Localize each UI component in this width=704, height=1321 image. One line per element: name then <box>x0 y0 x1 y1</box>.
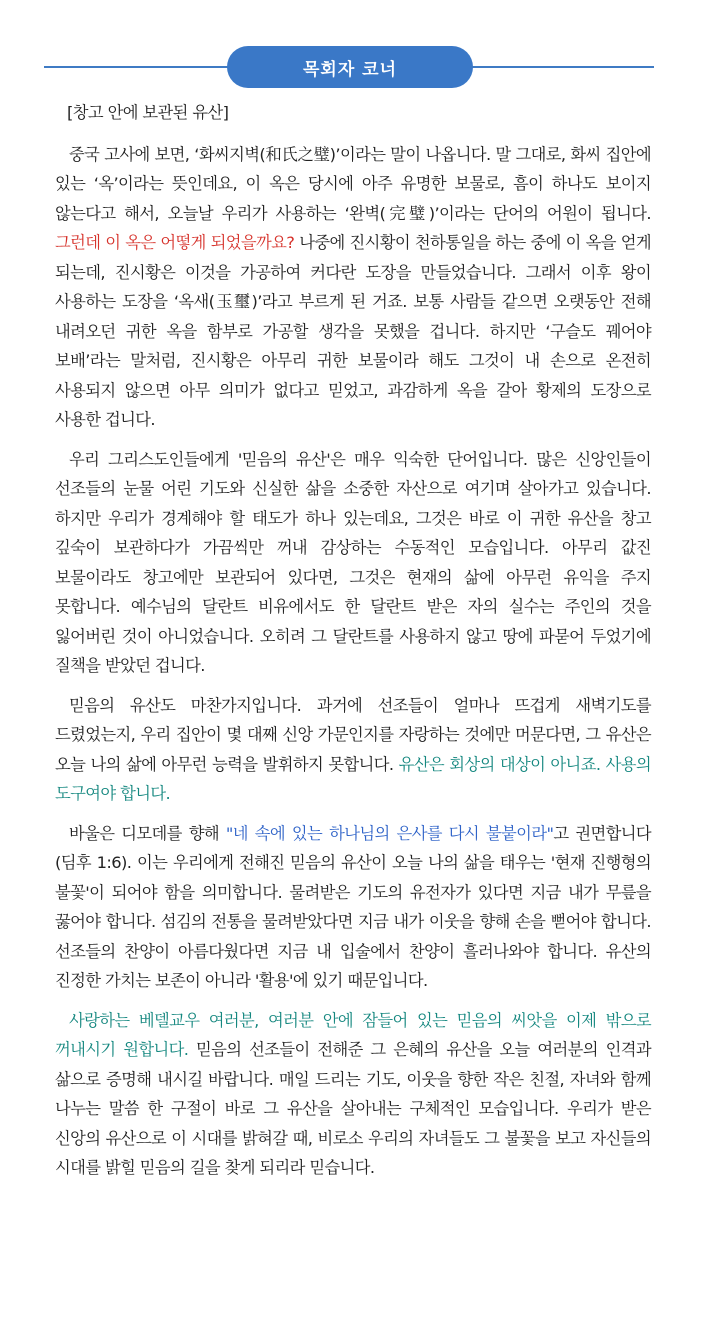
paragraph-5-highlight-teal: 사랑하는 베델교우 여러분, 여러분 안에 잠들어 있는 믿음의 씨앗을 이제 밖으로 꺼내시기 원합니다. <box>55 1010 651 1059</box>
paragraph-3 <box>55 691 651 809</box>
paragraph-1 <box>55 140 651 435</box>
paragraph-5-text-a: 믿음의 선조들이 전해준 그 은혜의 유산을 오늘 여러분의 인격과 삶으로 증명해 내시길 바랍니다. 매일 드리는 기도, 이웃을 향한 작은 친절, 자녀와 함께 나누는 말씀 한 구절이 바로 그 유산을 살아내는 구체적인 모습입니다. 우리가 받은 신앙의 유산으로 이 시대를 밝혀갈 때, 비로소 우리의 자녀들도 그 불꽃을 보고 자신들의 시대를 밝힐 믿음의 길을 찾게 되리라 믿습니다. <box>55 1040 651 1177</box>
paragraph-1-text-a: 중국 고사에 보면, ‘화씨지벽(和氏之璧)’이라는 말이 나옵니다. 말 그대로, 화씨 집안에 있는 ‘옥’이라는 뜻인데요, 이 옥은 당시에 아주 유명한 보물로, 흠이 하나도 보이지 않는다고 해서, 오늘날 우리가 사용하는 ‘완벽(完璧)’이라는 단어의 어원이 됩니다. <box>55 144 651 223</box>
paragraph-4-text-a: 바울은 디모데를 향해 <box>69 823 226 843</box>
paragraph-4 <box>55 819 651 996</box>
paragraph-2: 우리 그리스도인들에게 '믿음의 유산'은 매우 익숙한 단어입니다. 많은 신앙인들이 선조들의 눈물 어린 기도와 신실한 삶을 소중한 자산으로 여기며 살아가고 있습니다. 하지만 우리가 경계해야 할 태도가 하나 있는데요, 그것은 바로 이 귀한 유산을 창고 깊숙이 보관하다가 가끔씩만 꺼내 감상하는 수동적인 모습입니다. 아무리 값진 보물이라도 창고에만 보관되어 있다면, 그것은 현재의 삶에 아무런 유익을 주지 못합니다. 예수님의 달란트 비유에서도 한 달란트 받은 자의 실수는 주인의 것을 잃어버린 것이 아니었습니다. 오히려 그 달란트를 사용하지 않고 땅에 파묻어 두었기에 질책을 받았던 겁니다. <box>55 449 651 675</box>
article-body <box>55 98 651 1193</box>
paragraph-3-highlight-teal: 유산은 회상의 대상이 아니죠. 사용의 도구여야 합니다. <box>55 754 651 803</box>
paragraph-5 <box>55 1006 651 1183</box>
paragraph-1-text-b: 나중에 진시황이 천하통일을 하는 중에 이 옥을 얻게 되는데, 진시황은 이것을 가공하여 커다란 도장을 만들었습니다. 그래서 이후 왕이 사용하는 도장을 ‘옥새(玉璽)’라고 부르게 된 거죠. 보통 사람들 같으면 오랫동안 전해 내려오던 귀한 옥을 함부로 가공할 생각을 못했을 겁니다. 하지만 ‘구슬도 꿰어야 보배’라는 말처럼, 진시황은 아무리 귀한 보물이라 해도 그것이 내 손으로 온전히 사용되지 않으면 아무 의미가 없다고 믿었고, 과감하게 옥을 갈아 황제의 도장으로 사용한 겁니다. <box>55 233 651 429</box>
paragraph-3-text-a: 믿음의 유산도 마찬가지입니다. 과거에 선조들이 얼마나 뜨겁게 새벽기도를 드렸었는지, 우리 집안이 몇 대째 신앙 가문인지를 자랑하는 것에만 머문다면, 그 유산은 오늘 나의 삶에 아무런 능력을 발휘하지 못합니다. <box>55 695 651 774</box>
article-heading: [창고 안에 보관된 유산] <box>67 103 229 122</box>
paragraph-4-text-b: 고 권면합니다 (딤후 1:6). 이는 우리에게 전해진 믿음의 유산이 오늘 나의 삶을 태우는 '현재 진행형의 불꽃'이 되어야 함을 의미합니다. 물려받은 기도의 유전자가 있다면 지금 내가 무릎을 꿇어야 합니다. 섬김의 전통을 물려받았다면 지금 내가 이웃을 향해 손을 뻗어야 합니다. 선조들의 찬양이 아름다웠다면 지금 내 입술에서 찬양이 흘러나와야 합니다. 유산의 진정한 가치는 보존이 아니라 '활용'에 있기 때문입니다. <box>55 823 652 990</box>
paragraph-1-highlight-red: 그런데 이 옥은 어떻게 되었을까요? <box>55 233 295 252</box>
header-title: 목회자 코너 <box>227 46 473 88</box>
paragraph-4-scripture-quote: "네 속에 있는 하나님의 은사를 다시 불붙이라" <box>225 823 554 843</box>
